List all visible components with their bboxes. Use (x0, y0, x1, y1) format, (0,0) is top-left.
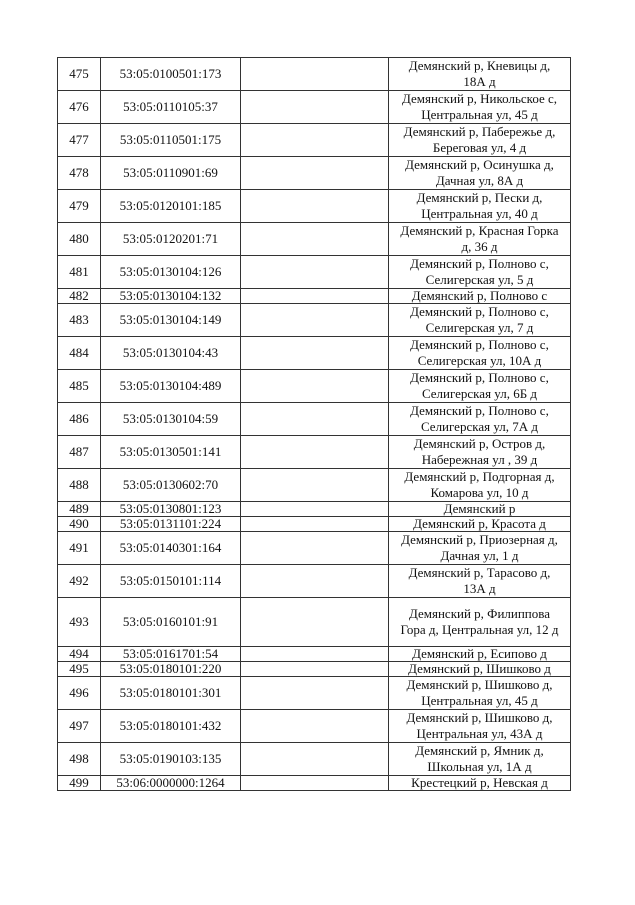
row-number-cell: 488 (58, 469, 101, 502)
row-number-cell: 497 (58, 710, 101, 743)
address-cell (389, 677, 571, 710)
row-number-cell: 490 (58, 517, 101, 532)
cadastral-number-cell: 53:05:0130104:149 (101, 304, 241, 337)
row-number-cell: 485 (58, 370, 101, 403)
empty-cell (241, 370, 389, 403)
address-line: Демянский р, Полново с, (410, 337, 549, 352)
row-number-cell: 486 (58, 403, 101, 436)
address-cell (389, 598, 571, 647)
empty-cell (241, 289, 389, 304)
address-line: Селигерская ул, 10А д (417, 353, 542, 368)
cadastral-number-cell: 53:05:0180101:432 (101, 710, 241, 743)
empty-cell (241, 256, 389, 289)
cadastral-number-cell: 53:05:0130801:123 (101, 502, 241, 517)
row-number-cell: 491 (58, 532, 101, 565)
address-line: Демянский р, Есипово д (412, 646, 547, 661)
table-row (58, 598, 571, 647)
table-row (58, 710, 571, 743)
empty-cell (241, 565, 389, 598)
table-row (58, 436, 571, 469)
row-number-cell: 487 (58, 436, 101, 469)
empty-cell (241, 710, 389, 743)
row-number-cell: 498 (58, 743, 101, 776)
empty-cell (241, 223, 389, 256)
address-line: Центральная ул, 45 д (421, 107, 538, 122)
table-row (58, 776, 571, 791)
empty-cell (241, 337, 389, 370)
address-line: 18А д (463, 74, 496, 89)
cadastral-number-cell: 53:05:0160101:91 (101, 598, 241, 647)
address-line: Селигерская ул, 7А д (420, 419, 539, 434)
address-line: Демянский р, Шишково д, (406, 710, 553, 725)
cadastral-number-cell: 53:05:0130104:126 (101, 256, 241, 289)
row-number-cell: 492 (58, 565, 101, 598)
empty-cell (241, 647, 389, 662)
table-row (58, 565, 571, 598)
row-number-cell: 484 (58, 337, 101, 370)
row-number-cell: 478 (58, 157, 101, 190)
address-cell (389, 370, 571, 403)
empty-cell (241, 157, 389, 190)
empty-cell (241, 677, 389, 710)
cadastral-number-cell: 53:05:0130104:132 (101, 289, 241, 304)
address-line: д, 36 д (461, 239, 498, 254)
address-cell (389, 337, 571, 370)
address-line: Крестецкий р, Невская д (411, 775, 548, 790)
table-row (58, 289, 571, 304)
address-line: Демянский р, Красная Горка (400, 223, 559, 238)
address-line: Демянский р, Ямник д, (415, 743, 544, 758)
cadastral-number-cell: 53:05:0180101:301 (101, 677, 241, 710)
address-line: Демянский р, Осинушка д, (405, 157, 554, 172)
row-number-cell: 495 (58, 662, 101, 677)
address-line: Демянский р, Тарасово д, (408, 565, 551, 580)
address-line: Демянский р, Полново с, (410, 256, 549, 271)
empty-cell (241, 58, 389, 91)
empty-cell (241, 502, 389, 517)
cadastral-number-cell: 53:05:0130104:59 (101, 403, 241, 436)
address-cell (389, 469, 571, 502)
address-line: Демянский р, Подгорная д, (404, 469, 555, 484)
row-number-cell: 482 (58, 289, 101, 304)
address-cell (389, 710, 571, 743)
cadastral-number-cell: 53:05:0110105:37 (101, 91, 241, 124)
row-number-cell: 475 (58, 58, 101, 91)
address-cell (389, 436, 571, 469)
address-cell (389, 565, 571, 598)
address-cell (389, 662, 571, 677)
cadastral-number-cell: 53:06:0000000:1264 (101, 776, 241, 791)
cadastral-number-cell: 53:05:0120201:71 (101, 223, 241, 256)
row-number-cell: 480 (58, 223, 101, 256)
table-row (58, 337, 571, 370)
cadastral-number-cell: 53:05:0150101:114 (101, 565, 241, 598)
cadastral-number-cell: 53:05:0140301:164 (101, 532, 241, 565)
address-line: Демянский р, Шишково д, (406, 677, 553, 692)
table-row (58, 647, 571, 662)
cadastral-number-cell: 53:05:0110501:175 (101, 124, 241, 157)
table-row (58, 370, 571, 403)
address-line: Селигерская ул, 6Б д (421, 386, 538, 401)
address-cell (389, 58, 571, 91)
address-line: Дачная ул, 1 д (440, 548, 519, 563)
address-line: Демянский р, Кневицы д, (408, 58, 551, 73)
address-line: Демянский р, Полново с, (410, 304, 549, 319)
address-cell (389, 190, 571, 223)
table-row (58, 58, 571, 91)
address-line: Демянский р, Шишково д (408, 661, 551, 676)
address-cell (389, 502, 571, 517)
cadastral-number-cell: 53:05:0190103:135 (101, 743, 241, 776)
row-number-cell: 483 (58, 304, 101, 337)
empty-cell (241, 304, 389, 337)
table-row (58, 223, 571, 256)
address-cell (389, 124, 571, 157)
row-number-cell: 496 (58, 677, 101, 710)
address-line: Школьная ул, 1А д (427, 759, 532, 774)
cadastral-number-cell: 53:05:0130104:43 (101, 337, 241, 370)
empty-cell (241, 403, 389, 436)
empty-cell (241, 662, 389, 677)
row-number-cell: 489 (58, 502, 101, 517)
cadastral-number-cell: 53:05:0110901:69 (101, 157, 241, 190)
empty-cell (241, 743, 389, 776)
empty-cell (241, 91, 389, 124)
address-line: Гора д, Центральная ул, 12 д (400, 622, 559, 637)
table-row (58, 502, 571, 517)
table-row (58, 91, 571, 124)
address-cell (389, 256, 571, 289)
row-number-cell: 499 (58, 776, 101, 791)
address-line: Демянский р, Филиппова (408, 606, 551, 621)
table-row (58, 190, 571, 223)
table-row (58, 662, 571, 677)
table-row (58, 304, 571, 337)
address-line: Демянский р, Полново с (411, 288, 548, 303)
table-row (58, 124, 571, 157)
address-cell (389, 517, 571, 532)
table-row (58, 532, 571, 565)
row-number-cell: 481 (58, 256, 101, 289)
row-number-cell: 476 (58, 91, 101, 124)
address-line: Набережная ул , 39 д (421, 452, 538, 467)
address-line: Центральная ул, 43А д (416, 726, 543, 741)
empty-cell (241, 190, 389, 223)
address-line: Демянский р (443, 501, 516, 516)
cadastral-number-cell: 53:05:0161701:54 (101, 647, 241, 662)
address-cell (389, 157, 571, 190)
address-cell (389, 289, 571, 304)
address-line: Береговая ул, 4 д (432, 140, 527, 155)
table-row (58, 256, 571, 289)
address-cell (389, 532, 571, 565)
address-line: Центральная ул, 40 д (421, 206, 538, 221)
address-line: Селигерская ул, 7 д (425, 320, 534, 335)
empty-cell (241, 532, 389, 565)
address-cell (389, 403, 571, 436)
row-number-cell: 494 (58, 647, 101, 662)
address-cell (389, 223, 571, 256)
empty-cell (241, 776, 389, 791)
address-line: Дачная ул, 8А д (435, 173, 524, 188)
table-row (58, 517, 571, 532)
empty-cell (241, 124, 389, 157)
address-line: Комарова ул, 10 д (430, 485, 529, 500)
empty-cell (241, 469, 389, 502)
address-line: Центральная ул, 45 д (421, 693, 538, 708)
empty-cell (241, 598, 389, 647)
registry-table-body (58, 58, 571, 791)
address-line: 13А д (463, 581, 496, 596)
table-row (58, 157, 571, 190)
address-line: Демянский р, Пески д, (416, 190, 543, 205)
cadastral-number-cell: 53:05:0130104:489 (101, 370, 241, 403)
address-line: Демянский р, Полново с, (410, 370, 549, 385)
address-line: Демянский р, Пабережье д, (403, 124, 556, 139)
address-line: Демянский р, Никольское с, (401, 91, 558, 106)
address-cell (389, 776, 571, 791)
table-row (58, 403, 571, 436)
cadastral-number-cell: 53:05:0120101:185 (101, 190, 241, 223)
table-row (58, 677, 571, 710)
row-number-cell: 493 (58, 598, 101, 647)
row-number-cell: 479 (58, 190, 101, 223)
address-cell (389, 91, 571, 124)
address-cell (389, 743, 571, 776)
row-number-cell: 477 (58, 124, 101, 157)
empty-cell (241, 517, 389, 532)
cadastral-number-cell: 53:05:0130501:141 (101, 436, 241, 469)
cadastral-number-cell: 53:05:0131101:224 (101, 517, 241, 532)
cadastral-number-cell: 53:05:0180101:220 (101, 662, 241, 677)
cadastral-number-cell: 53:05:0130602:70 (101, 469, 241, 502)
address-line: Демянский р, Остров д, (413, 436, 546, 451)
registry-table (57, 57, 571, 791)
address-line: Демянский р, Красота д (413, 516, 546, 531)
table-row (58, 469, 571, 502)
address-cell (389, 304, 571, 337)
address-line: Демянский р, Приозерная д, (401, 532, 558, 547)
address-cell (389, 647, 571, 662)
empty-cell (241, 436, 389, 469)
address-line: Селигерская ул, 5 д (425, 272, 534, 287)
table-row (58, 743, 571, 776)
cadastral-number-cell: 53:05:0100501:173 (101, 58, 241, 91)
address-line: Демянский р, Полново с, (410, 403, 549, 418)
